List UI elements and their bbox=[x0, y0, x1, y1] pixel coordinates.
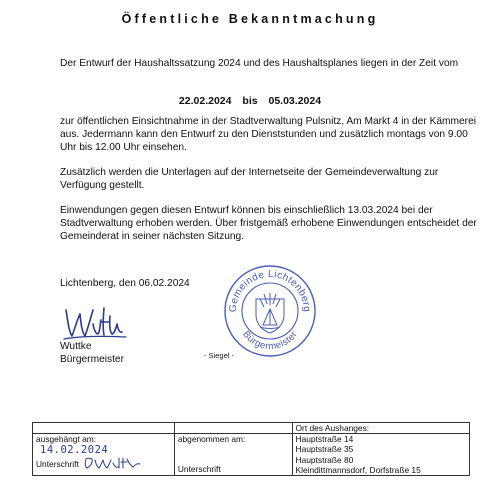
posted-cell bbox=[33, 434, 175, 476]
location-item: Hauptstraße 14 bbox=[295, 434, 354, 445]
date-from: 22.02.2024 bbox=[178, 95, 232, 107]
locations-header: Ort des Aushanges: bbox=[292, 423, 469, 434]
official-seal-stamp bbox=[222, 263, 318, 359]
empty-cell bbox=[174, 423, 292, 434]
date-to: 05.03.2024 bbox=[268, 95, 322, 107]
inspection-paragraph: zur öffentlichen Einsichtnahme in der Stadtverwaltung Pulsnitz, Am Markt 4 in der Kämmerei aus. Jedermann kann den Entwurf zu den Dienststunden und zusätzlich montags von 9.00 Uhr bis 12.00 Uhr einsehen. bbox=[60, 116, 476, 153]
mayor-signature bbox=[60, 302, 130, 342]
empty-cell bbox=[33, 423, 175, 434]
place-date: Lichtenberg, den 06.02.2024 bbox=[60, 278, 190, 289]
online-paragraph: Zusätzlich werden die Unterlagen auf der Internetseite der Gemeindeverwaltung zur Verfügung gestellt. bbox=[60, 167, 439, 191]
posted-label: ausgehängt am: bbox=[36, 434, 97, 445]
date-between: bis bbox=[242, 95, 258, 107]
posting-record-table bbox=[32, 422, 470, 476]
signer-block bbox=[60, 341, 124, 367]
page-title: Öffentliche Bekanntmachung bbox=[121, 12, 379, 26]
signer-name: Wuttke bbox=[60, 341, 92, 352]
table-row bbox=[33, 434, 470, 476]
posted-date: 14.02.2024 bbox=[40, 444, 109, 457]
location-item: Kleindittmannsdorf, Dorfstraße 15 bbox=[295, 464, 421, 475]
inspection-period bbox=[0, 95, 500, 107]
table-row bbox=[33, 423, 470, 434]
stamp-bottom-text: Bürgermeister bbox=[240, 329, 300, 353]
posted-signature-line bbox=[36, 456, 171, 470]
svg-text:Gemeinde Lichtenberg bbox=[228, 269, 312, 313]
stamp-top-text: Gemeinde Lichtenberg bbox=[227, 268, 313, 313]
signature-label-2: Unterschrift bbox=[177, 464, 221, 475]
seal-emblem-icon bbox=[256, 293, 284, 333]
removed-cell bbox=[174, 434, 292, 476]
objections-paragraph: Einwendungen gegen diesen Entwurf können bis einschließlich 13.03.2024 bei der Stadtverwaltung erhoben werden. Über fristgemäß erhobene Einwendungen entscheidet der Gemeinderat in seiner nächsten Sitzung. bbox=[60, 205, 477, 242]
clerk-signature bbox=[83, 456, 147, 470]
signature-label: Unterschrift bbox=[36, 459, 79, 470]
removed-label: abgenommen am: bbox=[177, 434, 246, 445]
signer-role: Bürgermeister bbox=[60, 353, 124, 365]
seal-label: - Siegel - bbox=[204, 351, 235, 360]
intro-paragraph: Der Entwurf der Haushaltssatzung 2024 und des Haushaltsplanes liegen in der Zeit vom bbox=[60, 58, 459, 69]
locations-cell bbox=[292, 434, 469, 476]
location-item: Hauptstraße 35 bbox=[295, 444, 354, 455]
location-item: Hauptstraße 80 bbox=[295, 454, 354, 465]
